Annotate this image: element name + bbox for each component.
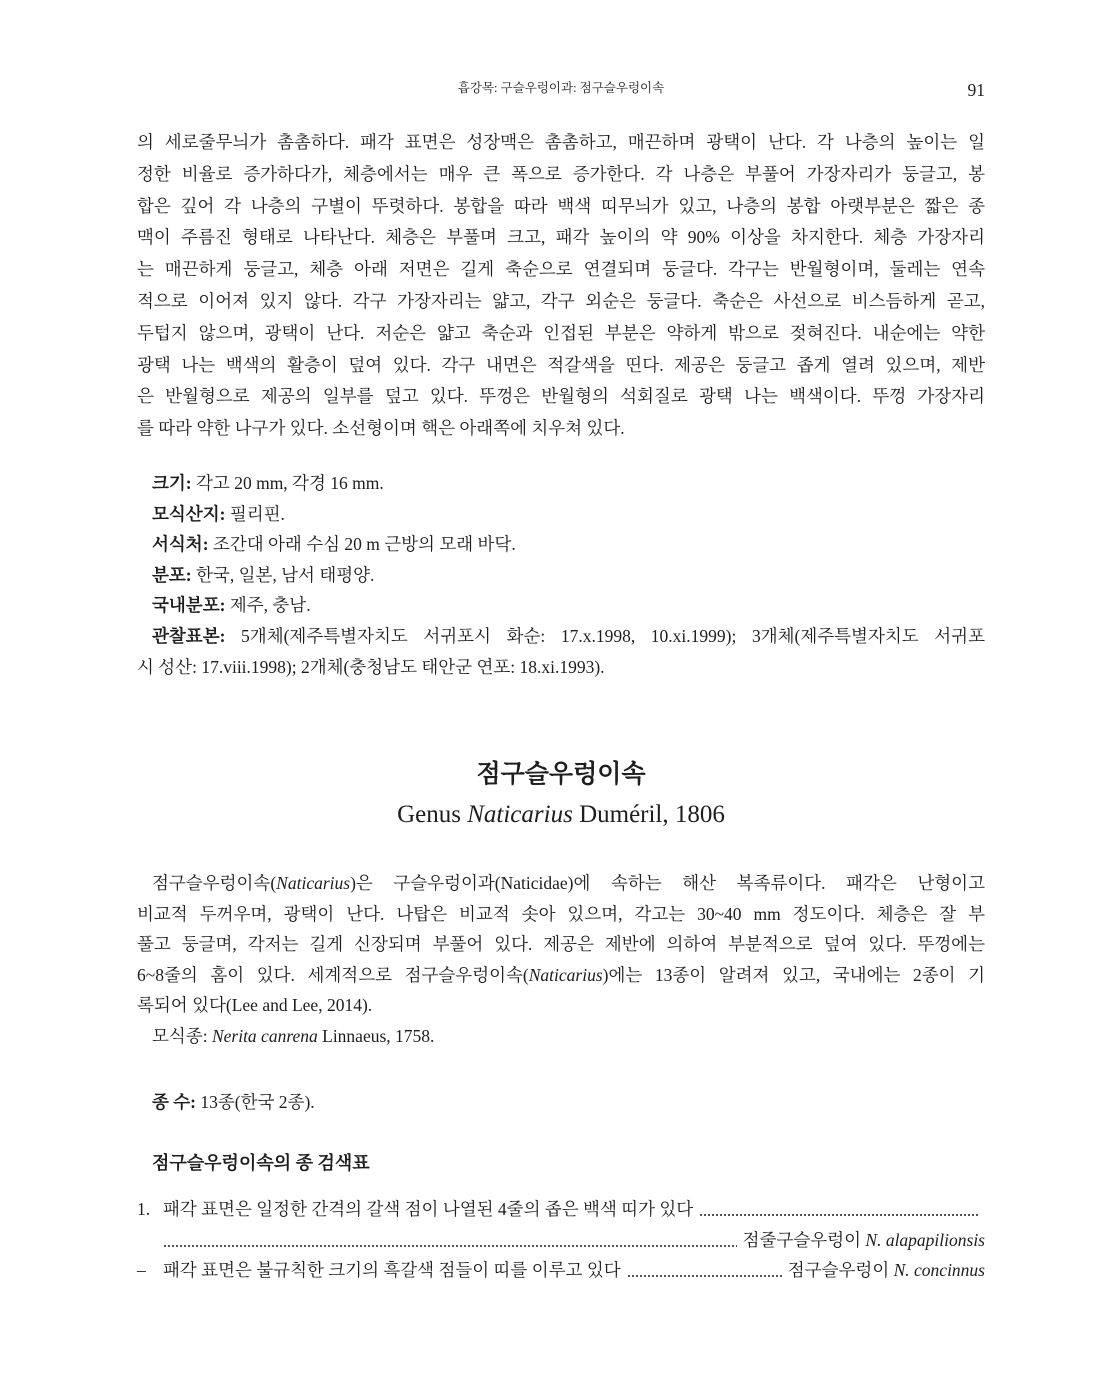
identification-key-title xyxy=(137,1148,985,1179)
description-line: 는 매끈하게 둥글고, 체층 아래 저면은 길게 축순으로 연결되며 둥글다. 각구는 반월형이며, 둘레는 연속 xyxy=(137,259,985,280)
key-result xyxy=(743,1225,985,1256)
key-result-korean: 점구슬우렁이 xyxy=(787,1260,890,1281)
intro-line xyxy=(137,960,985,991)
intro-text: 점구슬우렁이속( xyxy=(152,873,277,893)
description-line: 합은 깊어 각 나층의 구별이 뚜렷하다. 봉합을 따라 백색 띠무늬가 있고, 나층의 봉합 아랫부분은 짧은 종 xyxy=(137,195,985,216)
key-couplet-1-result xyxy=(137,1225,985,1256)
genus-author: Duméril, 1806 xyxy=(579,801,725,828)
fact-label: 크기: xyxy=(152,473,192,493)
intro-line-last: 록되어 있다(Lee and Lee, 2014). xyxy=(137,995,373,1016)
intro-text: 6~8줄의 홈이 있다. 세계적으로 점구슬우렁이속( xyxy=(137,964,529,985)
type-species-label: 모식종: xyxy=(152,1025,208,1046)
species-count-line xyxy=(137,1087,985,1118)
key-result-korean: 점줄구슬우렁이 xyxy=(742,1229,862,1250)
description-line: 두텁지 않으며, 광택이 난다. 저순은 얇고 축순과 인접된 부분은 약하게 밖으로 젖혀진다. 내순에는 약한 xyxy=(137,322,985,343)
key-title-text: 점구슬우렁이속의 종 검색표 xyxy=(152,1153,370,1173)
species-facts xyxy=(137,468,985,682)
description-line: 맥이 주름진 형태로 나타난다. 체층은 부풀며 크고, 패각 높이의 약 90% 이상을 차지한다. 체층 가장자리 xyxy=(137,227,985,248)
fact-label: 분포: xyxy=(152,564,192,585)
identification-key xyxy=(137,1194,985,1286)
key-result xyxy=(788,1255,985,1286)
genus-name-italic: Naticarius xyxy=(528,964,603,985)
description-line: 적으로 이어져 있지 않다. 각구 가장자리는 얇고, 각구 외순은 둥글다. 축순은 사선으로 비스듬하게 곧고, xyxy=(137,290,985,311)
species-description xyxy=(137,127,985,445)
genus-korean-heading: 점구슬우렁이속 xyxy=(476,761,646,788)
species-count-label: 종 수: xyxy=(152,1092,197,1112)
description-line: 광택 나는 백색의 활층이 덮여 있다. 각구 내면은 적갈색을 띤다. 제공은 둥글고 좁게 열려 있으며, 제반 xyxy=(137,354,985,375)
intro-line xyxy=(137,868,985,899)
running-title: 흡강목: 구슬우렁이과: 점구슬우렁이속 xyxy=(457,81,665,95)
genus-name-italic: Naticarius xyxy=(276,873,351,893)
description-line: 의 세로줄무늬가 촘촘하다. 패각 표면은 성장맥은 촘촘하고, 매끈하며 광택이 난다. 각 나층의 높이는 일 xyxy=(137,132,985,152)
fact-value: 제주, 충남. xyxy=(229,595,311,616)
type-species-name: Nerita canrena xyxy=(211,1025,318,1046)
fact-value: 조간대 아래 수심 20 m 근방의 모래 바닥. xyxy=(212,534,516,555)
genus-name-italic: Naticarius xyxy=(467,801,573,828)
key-marker: 1. xyxy=(137,1199,151,1219)
dot-leader xyxy=(163,1225,737,1256)
intro-line: 비교적 두꺼우며, 광택이 난다. 나탑은 비교적 솟아 있으며, 각고는 30~40 mm 정도이다. 체층은 잘 부 xyxy=(137,903,985,924)
species-count-value: 13종(한국 2종). xyxy=(200,1092,315,1112)
fact-label: 국내분포: xyxy=(152,595,226,616)
fact-label: 관찰표본: xyxy=(152,625,226,646)
fact-label: 서식처: xyxy=(152,534,209,555)
intro-line: 풀고 둥글며, 각저는 길게 신장되며 부풀어 있다. 제공은 제반에 의하여 부분적으로 덮여 있다. 뚜껑에는 xyxy=(137,934,985,955)
intro-text: )은 구슬우렁이과(Naticidae)에 속하는 해산 복족류이다. 패각은 난형이고 xyxy=(350,873,985,893)
dot-leader xyxy=(627,1255,782,1286)
dot-leader xyxy=(699,1194,979,1225)
fact-specimens-continued: 시 성산: 17.viii.1998); 2개체(충청남도 태안군 연포: 18.xi.1993). xyxy=(137,656,605,677)
key-result-scientific: N. concinnus xyxy=(893,1260,985,1281)
description-line: 정한 비율로 증가하다가, 체층에서는 매우 큰 폭으로 증가한다. 각 나층은 부풀어 가장자리가 둥글고, 봉 xyxy=(137,163,985,184)
fact-label: 모식산지: xyxy=(152,503,226,524)
fact-value: 각고 20 mm, 각경 16 mm. xyxy=(196,473,384,493)
fact-value: 5개체(제주특별자치도 서귀포시 화순: 17.x.1998, 10.xi.1999); 3개체(제주특별자치도 서귀포 xyxy=(241,625,985,646)
fact-size xyxy=(137,468,985,499)
key-marker: – xyxy=(137,1260,146,1281)
fact-value: 필리핀. xyxy=(229,503,285,524)
genus-introduction xyxy=(137,868,985,1052)
species-count xyxy=(137,1087,985,1118)
genus-prefix: Genus xyxy=(397,801,461,828)
key-couplet-2 xyxy=(137,1255,985,1286)
genus-scientific-heading xyxy=(137,799,985,831)
key-lead-text: 패각 표면은 불규칙한 크기의 흑갈색 점들이 띠를 이루고 있다 xyxy=(163,1260,621,1281)
fact-type-locality xyxy=(137,499,985,530)
fact-korean-distribution xyxy=(137,590,985,621)
description-line: 은 반월형으로 제공의 일부를 덮고 있다. 뚜껑은 반월형의 석회질로 광택 나는 백색이다. 뚜껑 가장자리 xyxy=(137,386,985,407)
type-species-author: Linnaeus, 1758. xyxy=(322,1025,435,1046)
fact-distribution xyxy=(137,560,985,591)
page-number: 91 xyxy=(967,80,985,100)
key-couplet-1 xyxy=(137,1194,985,1225)
key-lead-text: 패각 표면은 일정한 간격의 갈색 점이 나열된 4줄의 좁은 백색 띠가 있다 xyxy=(163,1199,694,1219)
description-line-last: 를 따라 약한 나구가 있다. 소선형이며 핵은 아래쪽에 치우쳐 있다. xyxy=(137,418,625,439)
fact-habitat xyxy=(137,529,985,560)
key-result-scientific: N. alapapilionsis xyxy=(865,1229,985,1250)
intro-text: )에는 13종이 알려져 있고, 국내에는 2종이 기 xyxy=(602,964,985,985)
type-species xyxy=(137,1021,985,1052)
fact-specimens xyxy=(137,621,985,652)
fact-value: 한국, 일본, 남서 태평양. xyxy=(196,564,375,585)
